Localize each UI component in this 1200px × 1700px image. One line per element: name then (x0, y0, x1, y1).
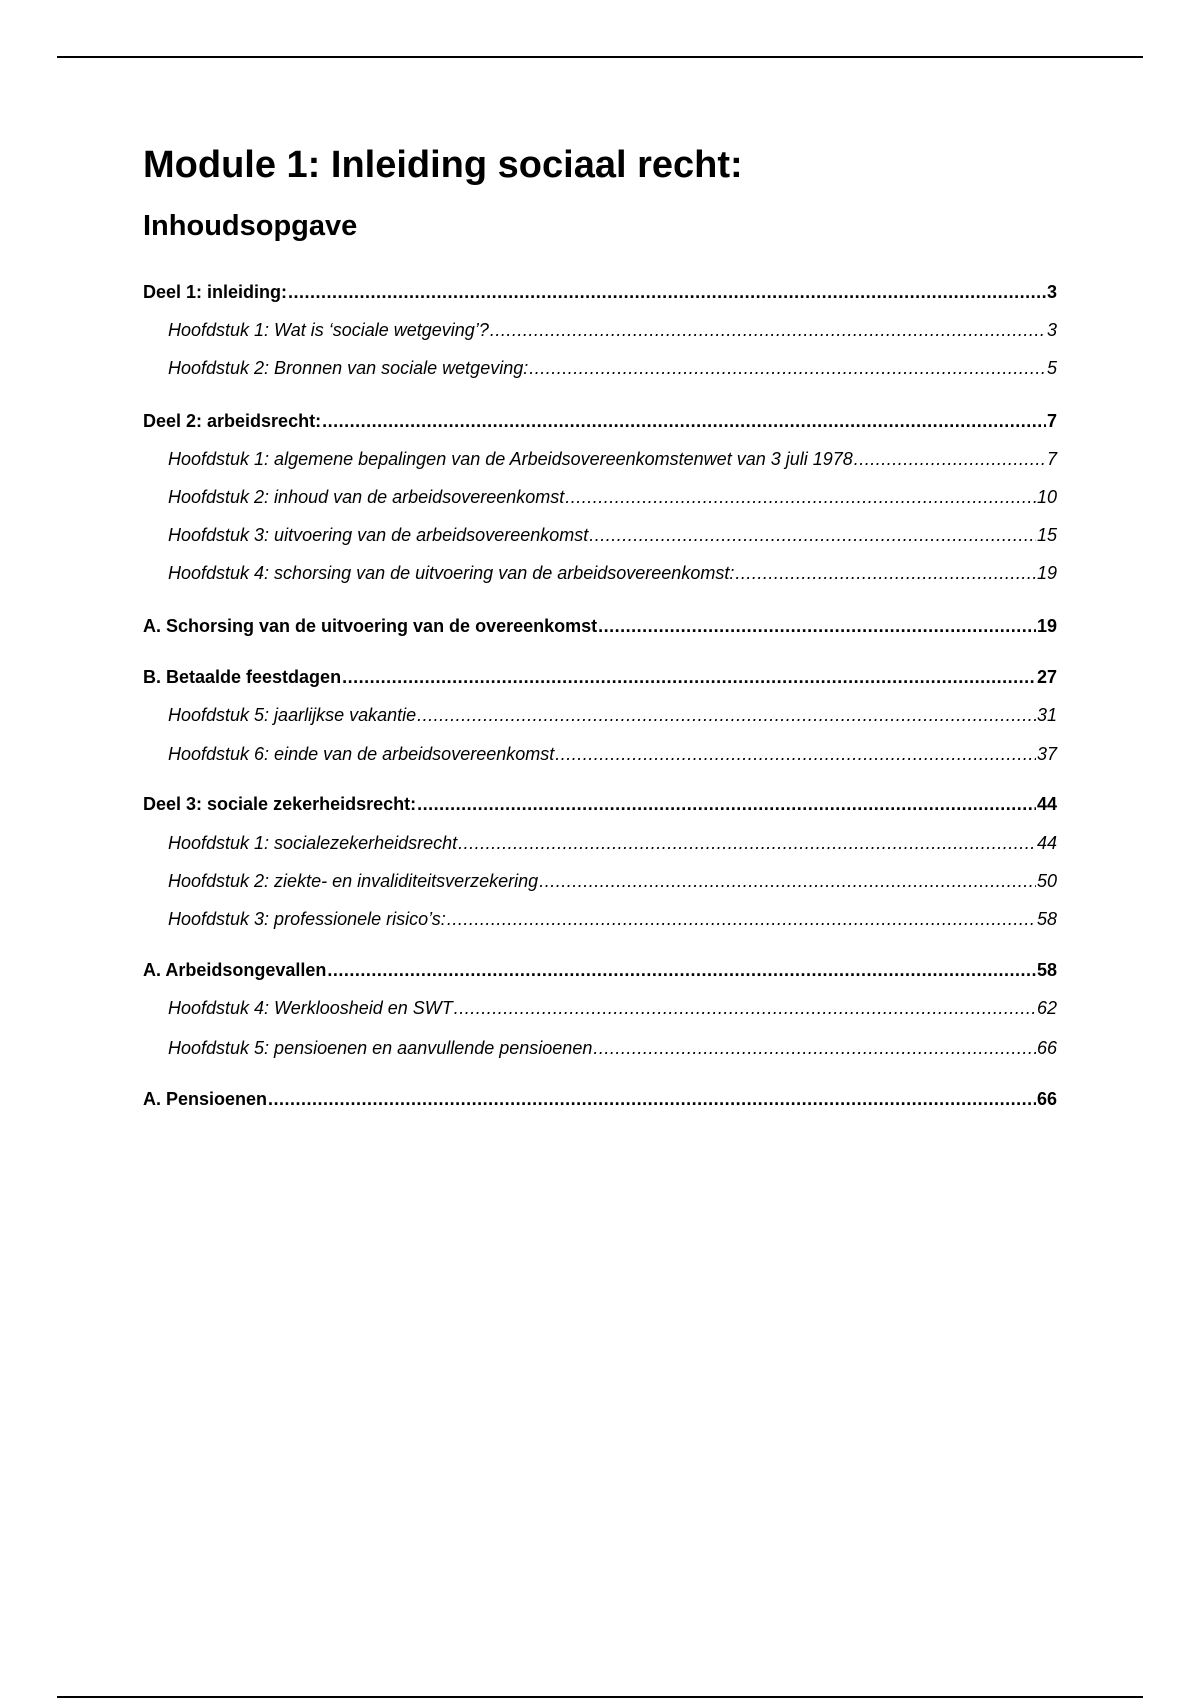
toc-entry-label: Hoofdstuk 1: Wat is ‘sociale wetgeving’? (168, 320, 489, 340)
toc-entry-page: 66 (1036, 1038, 1057, 1058)
toc-dot-leader (268, 1087, 1036, 1111)
toc-entry-page: 44 (1036, 833, 1057, 853)
toc-dot-leader (490, 318, 1046, 342)
toc-entry[interactable] (143, 792, 1057, 816)
toc-entry-label: Hoofdstuk 4: Werkloosheid en SWT (168, 998, 453, 1018)
toc-entry-page: 50 (1036, 871, 1057, 891)
toc-entry-label: Hoofdstuk 1: socialezekerheidsrecht (168, 833, 458, 853)
toc-dot-leader (417, 792, 1036, 816)
toc-dot-leader (454, 996, 1036, 1020)
toc-dot-leader (555, 742, 1036, 766)
toc-entry-label: Hoofdstuk 6: einde van de arbeidsovereenkomst (168, 744, 555, 764)
toc-entry-page: 58 (1036, 909, 1057, 929)
toc-entry[interactable] (143, 703, 1057, 727)
toc-entry-label: A. Arbeidsongevallen (143, 960, 327, 980)
toc-dot-leader (447, 907, 1036, 931)
toc-entry-page: 7 (1046, 449, 1057, 469)
toc-entry-page: 37 (1036, 744, 1057, 764)
document-title: Module 1: Inleiding sociaal recht: (143, 144, 743, 186)
toc-entry-page: 19 (1036, 616, 1057, 636)
toc-entry[interactable] (143, 831, 1057, 855)
toc-entry[interactable] (143, 523, 1057, 547)
toc-entry-label: Hoofdstuk 2: ziekte- en invaliditeitsverzekering (168, 871, 539, 891)
toc-entry[interactable] (143, 356, 1057, 380)
toc-entry-page: 15 (1036, 525, 1057, 545)
toc-entry[interactable] (143, 742, 1057, 766)
toc-entry[interactable] (143, 280, 1057, 304)
toc-entry[interactable] (143, 561, 1057, 585)
toc-entry-label: Hoofdstuk 5: pensioenen en aanvullende pensioenen (168, 1038, 593, 1058)
toc-entry-label: A. Schorsing van de uitvoering van de overeenkomst (143, 616, 598, 636)
toc-entry-page: 10 (1036, 487, 1057, 507)
toc-entry-label: Hoofdstuk 1: algemene bepalingen van de Arbeidsovereenkomstenwet van 3 juli 1978 (168, 449, 853, 469)
toc-entry[interactable] (143, 958, 1057, 982)
toc-entry-page: 3 (1046, 320, 1057, 340)
toc-dot-leader (589, 523, 1036, 547)
toc-dot-leader (735, 561, 1036, 585)
toc-entry-page: 58 (1036, 960, 1057, 980)
toc-entry-page: 62 (1036, 998, 1057, 1018)
toc-dot-leader (417, 703, 1036, 727)
toc-dot-leader (598, 614, 1036, 638)
toc-entry-label: A. Pensioenen (143, 1089, 268, 1109)
toc-entry-page: 5 (1046, 358, 1057, 378)
toc-dot-leader (458, 831, 1036, 855)
toc-entry-label: B. Betaalde feestdagen (143, 667, 342, 687)
toc-dot-leader (539, 869, 1036, 893)
toc-entry-page: 27 (1036, 667, 1057, 687)
toc-entry[interactable] (143, 1087, 1057, 1111)
toc-entry[interactable] (143, 869, 1057, 893)
toc-entry-page: 3 (1046, 282, 1057, 302)
toc-dot-leader (322, 409, 1046, 433)
toc-dot-leader (288, 280, 1046, 304)
toc-entry-label: Hoofdstuk 4: schorsing van de uitvoering van de arbeidsovereenkomst: (168, 563, 735, 583)
toc-entry[interactable] (143, 318, 1057, 342)
toc-entry-label: Hoofdstuk 3: uitvoering van de arbeidsovereenkomst (168, 525, 589, 545)
header-rule (57, 56, 1143, 58)
document-body (143, 140, 1057, 246)
footer-rule (57, 1696, 1143, 1698)
toc-entry-page: 66 (1036, 1089, 1057, 1109)
toc-dot-leader (529, 356, 1046, 380)
toc-entry-label: Deel 2: arbeidsrecht: (143, 411, 322, 431)
toc-entry-page: 44 (1036, 794, 1057, 814)
toc-entry[interactable] (143, 447, 1057, 471)
toc-dot-leader (593, 1036, 1036, 1060)
toc-entry-label: Hoofdstuk 5: jaarlijkse vakantie (168, 705, 417, 725)
toc-entry[interactable] (143, 1036, 1057, 1060)
toc-entry-label: Hoofdstuk 2: Bronnen van sociale wetgeving: (168, 358, 529, 378)
toc-heading: Inhoudsopgave (143, 210, 358, 242)
toc-entry[interactable] (143, 409, 1057, 433)
toc-entry[interactable] (143, 907, 1057, 931)
toc-entry[interactable] (143, 665, 1057, 689)
toc-entry-label: Hoofdstuk 3: professionele risico’s: (168, 909, 446, 929)
toc-entry-page: 31 (1036, 705, 1057, 725)
toc-entry-label: Deel 1: inleiding: (143, 282, 288, 302)
toc-dot-leader (327, 958, 1036, 982)
toc-entry-page: 19 (1036, 563, 1057, 583)
toc-entry-page: 7 (1046, 411, 1057, 431)
toc-dot-leader (565, 485, 1036, 509)
toc-entry[interactable] (143, 614, 1057, 638)
toc-dot-leader (854, 447, 1046, 471)
toc-entry-label: Hoofdstuk 2: inhoud van de arbeidsovereenkomst (168, 487, 565, 507)
toc-entry[interactable] (143, 485, 1057, 509)
toc-dot-leader (342, 665, 1036, 689)
toc-entry[interactable] (143, 996, 1057, 1020)
toc-entry-label: Deel 3: sociale zekerheidsrecht: (143, 794, 417, 814)
